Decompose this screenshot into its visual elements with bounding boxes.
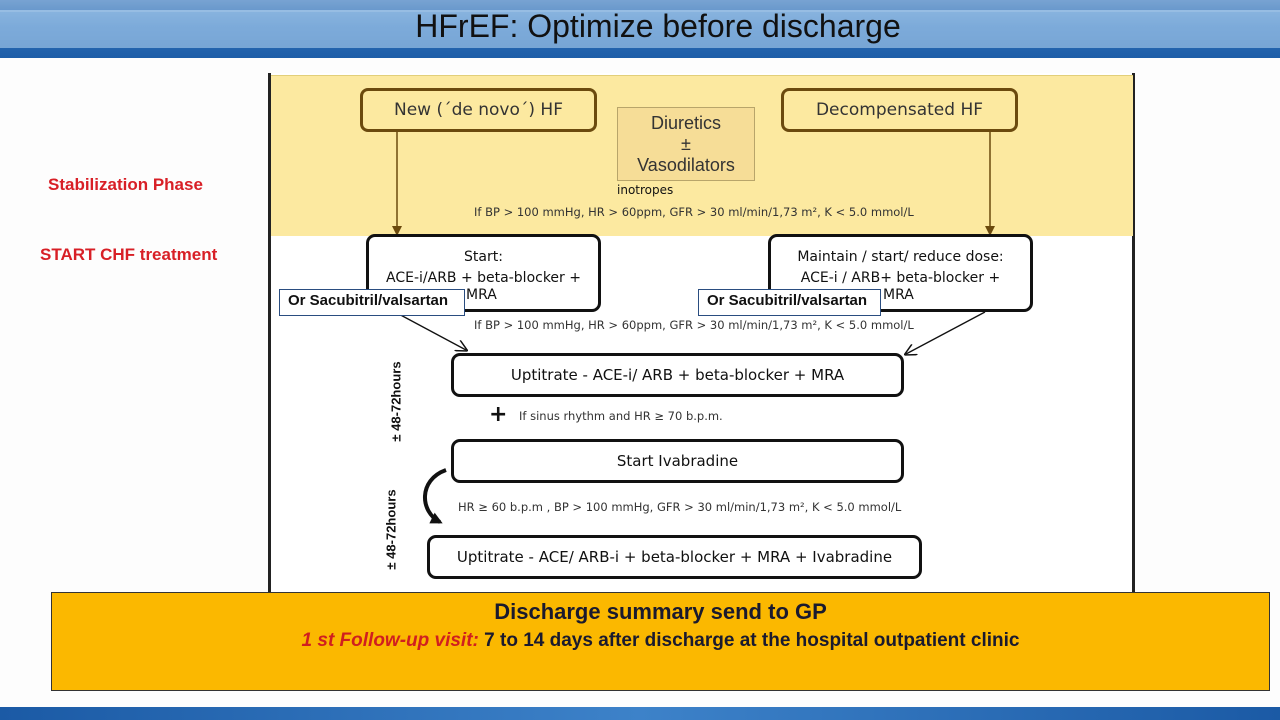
start-ivabradine-box <box>451 439 904 483</box>
vasodilators-text: Vasodilators <box>637 154 735 175</box>
curved-arrow-ivabradine <box>425 470 446 522</box>
mra-left: MRA <box>466 287 497 303</box>
sacubitril-box-right: Or Sacubitril/valsartan <box>698 289 881 316</box>
criteria-1-text: If BP > 100 mmHg, HR > 60ppm, GFR > 30 ml/min/1,73 m², K < 5.0 mmol/L <box>474 205 914 219</box>
diuretics-box <box>617 107 755 181</box>
new-hf-label: New (´de novo´) HF <box>393 100 563 120</box>
new-hf-box <box>360 88 597 132</box>
followup-line <box>52 630 1269 652</box>
criteria-3-text: HR ≥ 60 b.p.m , BP > 100 mmHg, GFR > 30 ml/min/1,73 m², K < 5.0 mmol/L <box>458 500 902 514</box>
followup-text: 7 to 14 days after discharge at the hospital outpatient clinic <box>478 630 1020 651</box>
uptitrate-box-2 <box>427 535 922 579</box>
sinus-condition-text: If sinus rhythm and HR ≥ 70 b.p.m. <box>519 409 723 423</box>
mra-right: MRA <box>883 287 914 303</box>
maintain-box-line-1: Maintain / start/ reduce dose: <box>797 249 1004 265</box>
criteria-2-text: If BP > 100 mmHg, HR > 60ppm, GFR > 30 ml/min/1,73 m², K < 5.0 mmol/L <box>474 318 914 332</box>
plus-sign: + <box>489 402 508 427</box>
stabilization-phase-label: Stabilization Phase <box>48 175 203 194</box>
followup-label: 1 st Follow-up visit: <box>301 630 479 651</box>
arrow-maintain-to-uptitrate <box>906 312 985 354</box>
start-chf-treatment-label: START CHF treatment <box>40 245 218 264</box>
inotropes-label: inotropes <box>617 183 674 197</box>
start-ivabradine-label: Start Ivabradine <box>616 452 739 470</box>
hours-label-2: ± 48-72hours <box>383 489 399 570</box>
uptitrate-box-1 <box>451 353 904 397</box>
start-box-line-1: Start: <box>464 249 503 265</box>
slide-title: HFrEF: Optimize before discharge <box>415 8 901 44</box>
bottom-banner <box>0 707 1280 720</box>
hours-label-1: ± 48-72hours <box>388 361 404 442</box>
discharge-summary-box <box>51 592 1270 691</box>
arrow-start-to-uptitrate <box>395 312 466 350</box>
decompensated-hf-box <box>781 88 1018 132</box>
maintain-box-line-2: ACE-i / ARB+ beta-blocker + <box>800 270 1001 286</box>
diuretics-text: Diuretics <box>650 112 721 133</box>
uptitrate-1-label: Uptitrate - ACE-i/ ARB + beta-blocker + MRA <box>510 366 845 384</box>
decompensated-hf-label: Decompensated HF <box>815 100 984 120</box>
discharge-title: Discharge summary send to GP <box>494 599 827 624</box>
plus-minus-text: ± <box>681 133 691 154</box>
sacubitril-box-left: Or Sacubitril/valsartan <box>279 289 465 316</box>
start-box-line-2: ACE-i/ARB + beta-blocker + <box>386 270 581 286</box>
uptitrate-2-label: Uptitrate - ACE/ ARB-i + beta-blocker + MRA + Ivabradine <box>456 548 893 566</box>
